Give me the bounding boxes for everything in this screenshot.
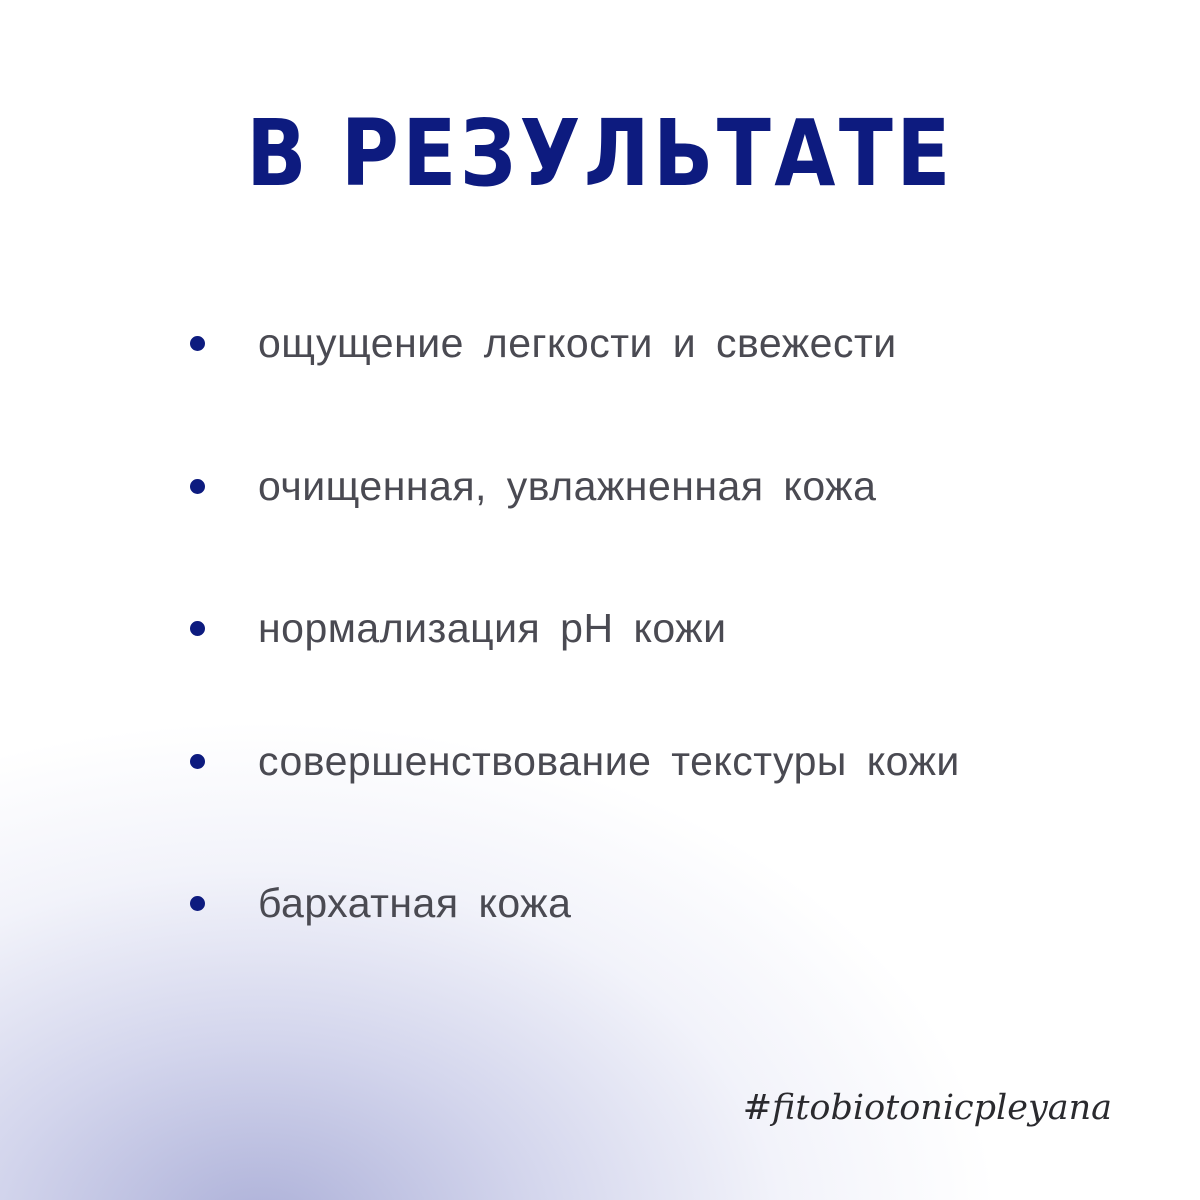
page-title: В РЕЗУЛЬТАТЕ — [246, 100, 954, 207]
hashtag-label: #fitobiotonicpleyana — [742, 1088, 1112, 1128]
list-item — [190, 598, 727, 658]
bullet-icon — [190, 896, 205, 911]
list-item — [190, 313, 897, 373]
list-item-label: очищенная, увлажненная кожа — [258, 462, 877, 509]
bullet-icon — [190, 336, 205, 351]
benefits-list — [190, 0, 1150, 1200]
list-item-label: нормализация pH кожи — [258, 604, 727, 651]
list-item-label: бархатная кожа — [258, 879, 572, 926]
bullet-icon — [190, 479, 205, 494]
bullet-icon — [190, 621, 205, 636]
list-item — [190, 456, 876, 516]
list-item-label: совершенствование текстуры кожи — [258, 737, 960, 784]
list-item-label: ощущение легкости и свежести — [258, 319, 897, 366]
bullet-icon — [190, 754, 205, 769]
list-item — [190, 731, 960, 791]
list-item — [190, 873, 571, 933]
